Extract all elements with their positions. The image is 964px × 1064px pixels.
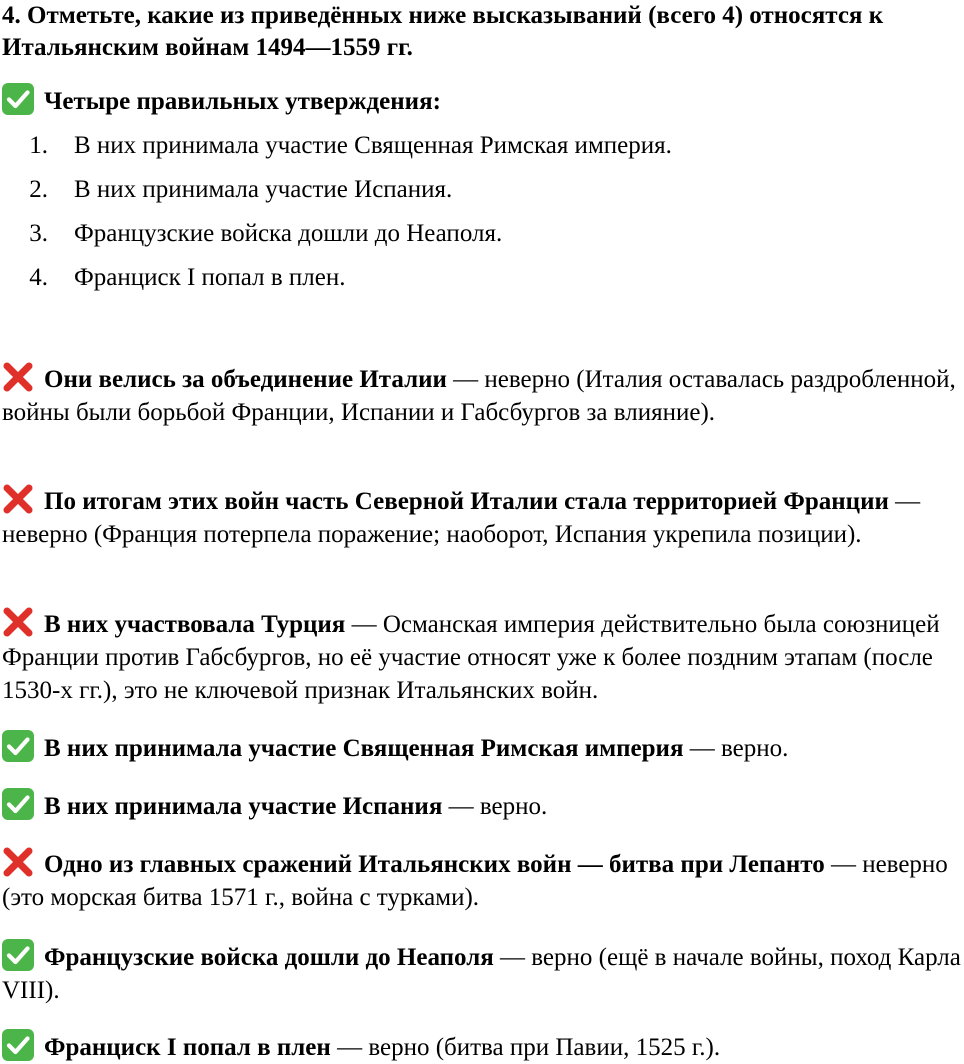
list-item-number: 3. bbox=[29, 220, 48, 247]
statement-comment: — неверно (Франция потерпела поражение; наоборот, Испания укрепила позиции). bbox=[2, 488, 921, 548]
cross-mark-icon bbox=[2, 606, 34, 638]
statement bbox=[2, 730, 962, 765]
list-item bbox=[0, 130, 672, 174]
statement-claim: По итогам этих войн часть Северной Италии стала территорией Франции bbox=[44, 488, 889, 515]
correct-heading-text: Четыре правильных утверждения: bbox=[44, 88, 441, 115]
statement bbox=[2, 606, 962, 707]
cross-mark-icon bbox=[2, 846, 34, 878]
statement bbox=[2, 788, 962, 823]
list-item-text: Французские войска дошли до Неаполя. bbox=[74, 220, 503, 247]
check-mark-icon bbox=[2, 730, 34, 762]
statement bbox=[2, 939, 962, 1007]
list-item-text: В них принимала участие Священная Римская империя. bbox=[74, 132, 672, 159]
statement-claim: Одно из главных сражений Итальянских войн — битва при Лепанто bbox=[44, 851, 825, 878]
statement-claim: Французские войска дошли до Неаполя bbox=[44, 944, 494, 971]
list-item-number: 4. bbox=[29, 264, 48, 291]
list-item-number: 1. bbox=[29, 132, 48, 159]
statement-comment: — верно (битва при Павии, 1525 г.). bbox=[330, 1034, 721, 1061]
statement-comment: — неверно (это морская битва 1571 г., война с турками). bbox=[2, 851, 948, 911]
statement-comment: — неверно (Италия оставалась раздробленной, войны были борьбой Франции, Испании и Габсбургов за влияние). bbox=[2, 366, 956, 426]
statement-claim: Они велись за объединение Италии bbox=[44, 366, 447, 393]
list-item bbox=[0, 174, 672, 218]
statement-claim: Франциск I попал в плен bbox=[44, 1034, 331, 1061]
statement bbox=[2, 483, 962, 551]
statement bbox=[2, 361, 962, 429]
check-mark-icon bbox=[2, 788, 34, 820]
statement-claim: В них принимала участие Испания bbox=[44, 793, 443, 820]
statement bbox=[2, 1029, 962, 1064]
statement bbox=[2, 846, 962, 914]
question-text: 4. Отметьте, какие из приведённых ниже высказываний (всего 4) относятся к Итальянским войнам 1494—1559 гг. bbox=[2, 2, 884, 61]
list-item-text: В них принимала участие Испания. bbox=[74, 176, 453, 203]
cross-mark-icon bbox=[2, 483, 34, 515]
statement-claim: В них принимала участие Священная Римская империя bbox=[44, 735, 684, 762]
correct-heading bbox=[2, 83, 441, 118]
list-item-number: 2. bbox=[29, 176, 48, 203]
cross-mark-icon bbox=[2, 361, 34, 393]
correct-list bbox=[0, 130, 672, 306]
list-item bbox=[0, 262, 672, 306]
statement-comment: — верно (ещё в начале войны, поход Карла VIII). bbox=[2, 944, 961, 1004]
check-mark-icon bbox=[2, 1029, 34, 1061]
statement-comment: — верно. bbox=[442, 793, 548, 820]
statement-claim: В них участвовала Турция bbox=[44, 611, 346, 638]
list-item bbox=[0, 218, 672, 262]
statement-comment: — верно. bbox=[683, 735, 789, 762]
check-mark-icon bbox=[2, 939, 34, 971]
statement-comment: — Османская империя действительно была союзницей Франции против Габсбургов, но её участие относят уже к более поздним этапам (после 1530-х гг.), это не ключевой признак Итальянских войн. bbox=[2, 611, 940, 704]
list-item-text: Франциск I попал в плен. bbox=[74, 264, 346, 291]
check-mark-icon bbox=[2, 83, 34, 115]
